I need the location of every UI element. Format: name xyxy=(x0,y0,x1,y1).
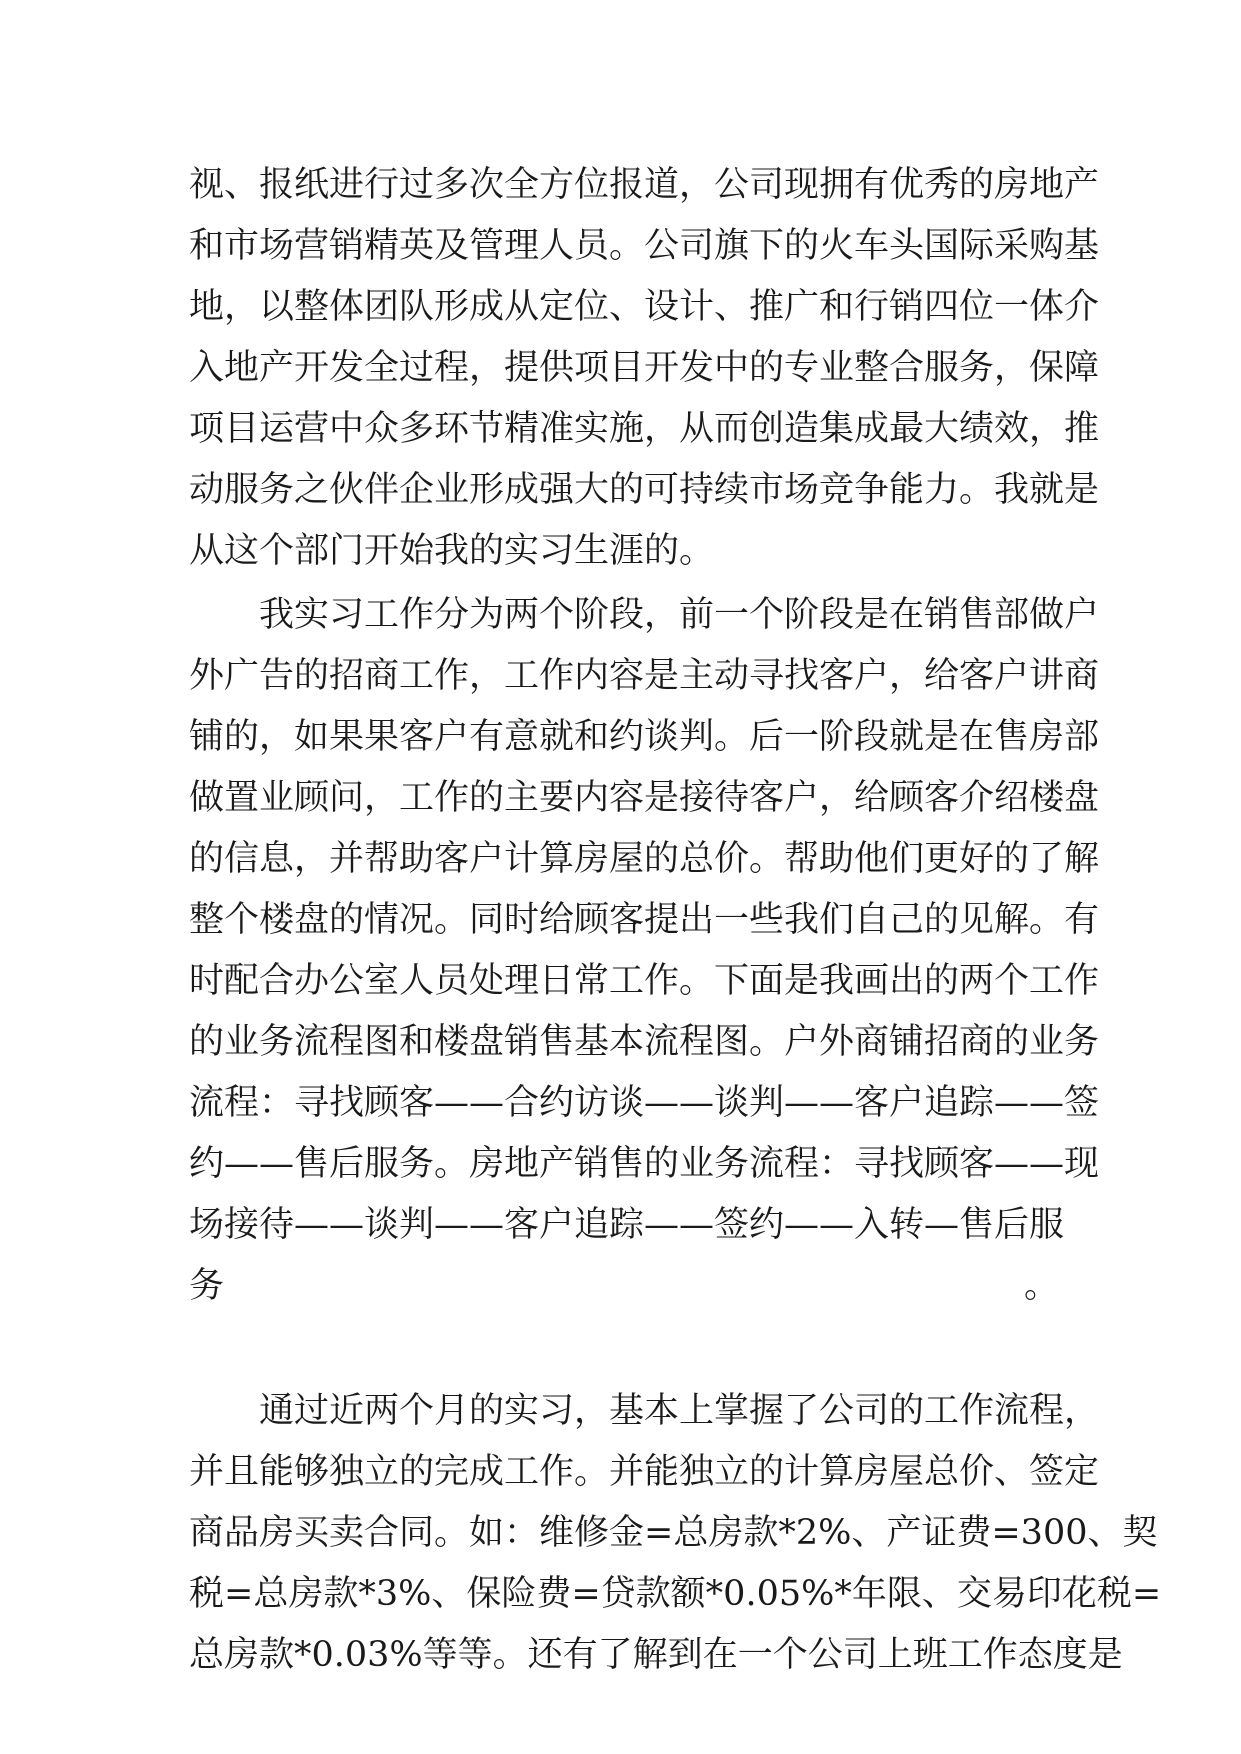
text-line: 从这个部门开始我的实习生涯的。 xyxy=(189,531,715,571)
text-line: 项目运营中众多环节精准实施，从而创造集成最大绩效，推 xyxy=(189,409,1100,449)
text-line: 做置业顾问，工作的主要内容是接待客户，给顾客介绍楼盘 xyxy=(189,778,1100,818)
text-line: 铺的，如果果客户有意就和约谈判。后一阶段就是在售房部 xyxy=(189,717,1100,757)
text-line: 整个楼盘的情况。同时给顾客提出一些我们自己的见解。有 xyxy=(189,900,1100,940)
text-line: 我实习工作分为两个阶段，前一个阶段是在销售部做户 xyxy=(259,595,1100,635)
text-line: 的信息，并帮助客户计算房屋的总价。帮助他们更好的了解 xyxy=(189,839,1100,879)
text-line xyxy=(189,1317,1059,1378)
text-line: 和市场营销精英及管理人员。公司旗下的火车头国际采购基 xyxy=(189,226,1100,266)
text-line: 场接待——谈判——客户追踪——签约——入转—售后服 xyxy=(189,1205,1065,1245)
text-line: 约——售后服务。房地产销售的业务流程：寻找顾客——现 xyxy=(189,1144,1100,1184)
paragraph-2 xyxy=(189,585,1100,1378)
text-line: 总房款*0.03%等等。还有了解到在一个公司上班工作态度是 xyxy=(189,1635,1123,1675)
text-line: 地，以整体团队形成从定位、设计、推广和行销四位一体介 xyxy=(189,287,1100,327)
text-line: 的业务流程图和楼盘销售基本流程图。户外商铺招商的业务 xyxy=(189,1022,1100,1062)
text-line: 入地产开发全过程，提供项目开发中的专业整合服务，保障 xyxy=(189,348,1100,388)
text-line: 视、报纸进行过多次全方位报道，公司现拥有优秀的房地产 xyxy=(189,165,1100,205)
text-line: 税=总房款*3%、保险费=贷款额*0.05%*年限、交易印花税= xyxy=(189,1574,1162,1614)
text-line: 动服务之伙伴企业形成强大的可持续市场竞争能力。我就是 xyxy=(189,470,1100,510)
paragraph-1 xyxy=(189,155,1100,582)
text-line: 通过近两个月的实习，基本上掌握了公司的工作流程， xyxy=(259,1391,1100,1431)
document-body xyxy=(189,155,1162,1686)
text-line: 时配合办公室人员处理日常工作。下面是我画出的两个工作 xyxy=(189,961,1100,1001)
text-line: 外广告的招商工作，工作内容是主动寻找客户，给客户讲商 xyxy=(189,656,1100,696)
text-line: 务。 xyxy=(189,1266,1059,1306)
text-line: 并且能够独立的完成工作。并能独立的计算房屋总价、签定 xyxy=(189,1452,1100,1492)
text-line: 流程：寻找顾客——合约访谈——谈判——客户追踪——签 xyxy=(189,1083,1100,1123)
text-line: 商品房买卖合同。如：维修金=总房款*2%、产证费=300、契 xyxy=(189,1513,1158,1553)
paragraph-3 xyxy=(189,1381,1162,1686)
